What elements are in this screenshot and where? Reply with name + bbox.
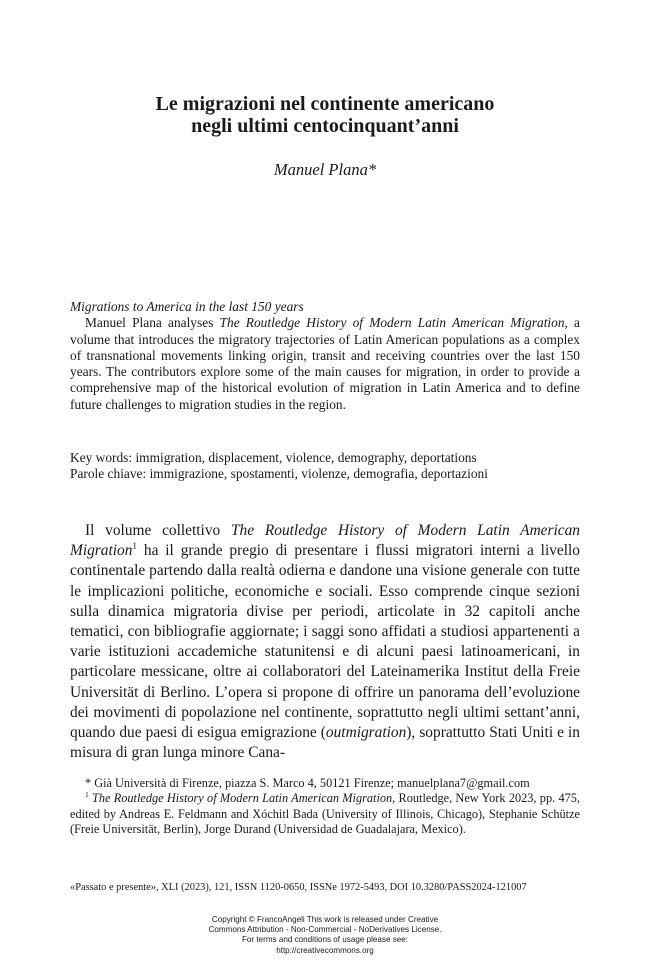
keywords <box>70 450 580 483</box>
keywords-english: Key words: immigration, displacement, violence, demography, deportations <box>70 450 477 465</box>
license-notice <box>150 915 500 956</box>
footnote-1 <box>70 791 580 837</box>
title-line-2: negli ultimi centocinquant’anni <box>191 115 459 137</box>
abstract-body <box>70 315 580 413</box>
license-link[interactable]: http://creativecommons.org <box>276 945 374 955</box>
footnote-ref-1[interactable]: 1 <box>132 541 138 552</box>
license-line-3: For terms and conditions of usage please see: <box>241 935 409 945</box>
footnote-star: * Già Università di Firenze, piazza S. Marco 4, 50121 Firenze; manuelplana7@gmail.com <box>85 776 530 790</box>
main-text <box>70 521 580 763</box>
body-term-outmigration: outmigration <box>325 724 407 742</box>
title-line-1: Le migrazioni nel continente americano <box>155 93 495 115</box>
keywords-italian: Parole chiave: immigrazione, spostamenti, violenze, demografia, deportazioni <box>70 466 488 482</box>
footnote-1-text: , Routledge, New York 2023, pp. 475, edited by Andreas E. Feldmann and Xóchitl Bada (University of Illinois, Chicago), Stephanie Schütze (Freie Universität, Berlin), Jorge Durand (Universidad de Guadalajara, Mexico). <box>70 791 580 837</box>
author-footnote-mark: * <box>367 160 377 179</box>
footnote-1-book-title: The Routledge History of Modern Latin American Migration <box>91 791 393 806</box>
license-line-2: Commons Attribution - Non-Commercial - NoDerivatives License. <box>208 925 442 935</box>
abstract-text-post: , a volume that introduces the migratory trajectories of Latin American populations as a complex of transnational movements linking origin, transit and receiving countries over the last 150 years. The contributors explore some of the main causes for migration, in order to provide a comprehensive map of the historical evolution of migration in Latin America and to define future challenges to migration studies in the region. <box>70 315 580 412</box>
body-text-1: ha il grande pregio di presentare i flussi migratori interni a livello continentale partendo dalla realtà odierna e dandone una visione generale con tutte le implicazioni politiche, economiche e sociali. Esso comprende cinque sezioni sulla dinamica migratoria divise per periodi, articolate in 32 capitoli anche tematici, con bibliografie aggiornate; i saggi sono affidati a studiosi appartenenti a varie istituzioni accademiche statunitensi e di alcuni paesi latinoamericani, in particolare messicane, oltre ai collaboratori del Lateinamerika Institut della Freie Universität di Berlino. L’opera si propone di offrire un panorama dell’evoluzione dei movimenti di popolazione nel continente, soprattutto negli ultimi settant’anni, quando due paesi di esigua emigrazione ( <box>70 542 580 742</box>
footnote-1-mark: 1 <box>85 790 89 800</box>
body-text-2: ), soprattutto Stati Uniti e in misura di gran lunga minore Cana- <box>70 724 580 762</box>
abstract-book-title: The Routledge History of Modern Latin American Migration <box>219 315 565 331</box>
running-footer: «Passato e presente», XLI (2023), 121, ISSN 1120-0650, ISSNe 1972-5493, DOI 10.3280/PASS2024-121007 <box>70 882 527 893</box>
body-book-title: The Routledge History of Modern Latin American Migration <box>70 522 580 560</box>
abstract-title: Migrations to America in the last 150 years <box>70 299 304 314</box>
author-line <box>60 160 590 180</box>
body-paragraph <box>70 521 580 763</box>
abstract <box>70 299 580 413</box>
author-name: Manuel Plana <box>273 160 368 179</box>
abstract-text-pre: Manuel Plana analyses <box>85 315 220 331</box>
article-title <box>60 93 590 137</box>
license-line-1: Copyright © FrancoAngeli This work is released under Creative <box>211 915 439 924</box>
body-text-pre: Il volume collettivo <box>85 522 231 539</box>
footnotes <box>70 776 580 838</box>
